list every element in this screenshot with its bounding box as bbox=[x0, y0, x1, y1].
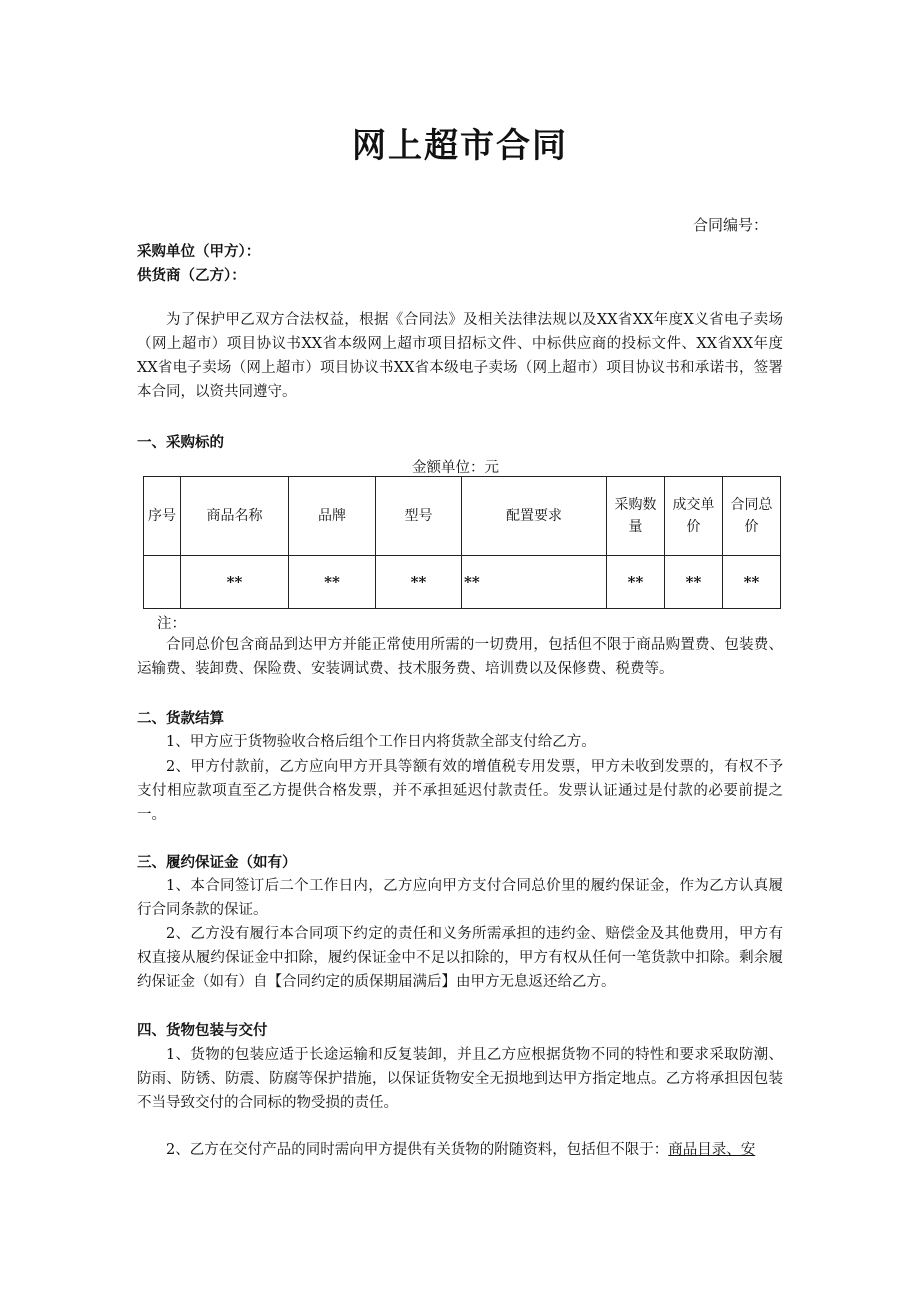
section-2-heading: 二、货款结算 bbox=[137, 711, 224, 727]
header-cell: 合同总价 bbox=[723, 477, 781, 556]
table-cell: ** bbox=[607, 556, 665, 609]
contract-number-label: 合同编号： bbox=[692, 216, 768, 234]
header-cell: 商品名称 bbox=[181, 477, 289, 556]
section-3-paragraph-1: 1、本合同签订后二个工作日内，乙方应向甲方支付合同总价里的履约保证金，作为乙方认真履行合同条款的保证。 bbox=[137, 878, 783, 918]
header-cell: 成交单价 bbox=[665, 477, 723, 556]
supplier-label: 供货商（乙方）： bbox=[137, 268, 246, 284]
table-cell: ** bbox=[376, 556, 462, 609]
section-4-paragraph-1: 1、货物的包装应适于长途运输和反复装卸，并且乙方应根据货物不同的特性和要求采取防潮、防雨、防锈、防震、防腐等保护措施，以保证货物安全无损地到达甲方指定地点。乙方将承担因包装不当导致交付的合同标的物受损的责任。 bbox=[137, 1047, 783, 1111]
table-note-label: 注： bbox=[157, 616, 186, 632]
section-1-heading: 一、采购标的 bbox=[137, 435, 224, 451]
section-3-heading: 三、履约保证金（如有） bbox=[137, 855, 297, 871]
table-cell: ** bbox=[181, 556, 289, 609]
section-4-heading: 四、货物包装与交付 bbox=[137, 1023, 268, 1039]
table-cell: ** bbox=[723, 556, 781, 609]
section-3-paragraph-2: 2、乙方没有履行本合同项下约定的责任和义务所需承担的违约金、赔偿金及其他费用，甲方有权直接从履约保证金中扣除，履约保证金中不足以扣除的，甲方有权从任何一笔货款中扣除。剩余履约保证金（如有）自【合同约定的质保期届满后】由甲方无息返还给乙方。 bbox=[137, 926, 783, 990]
buyer-label: 采购单位（甲方）： bbox=[137, 244, 261, 260]
table-cell bbox=[144, 556, 181, 609]
table-note-text: 合同总价包含商品到达甲方并能正常使用所需的一切费用，包括但不限于商品购置费、包装费、运输费、装卸费、保险费、安装调试费、技术服务费、培训费以及保修费、税费等。 bbox=[137, 637, 783, 677]
amount-unit-label: 金额单位：元 bbox=[412, 460, 499, 476]
table-header-row bbox=[144, 477, 781, 556]
page-title: 网上超市合同 bbox=[352, 126, 568, 166]
intro-paragraph: 为了保护甲乙双方合法权益，根据《合同法》及相关法律法规以及XX省XX年度X义省电子卖场（网上超市）项目协议书XX省本级网上超市项目招标文件、中标供应商的投标文件、XX省XX年度XX省电子卖场（网上超市）项目协议书XX省本级电子卖场（网上超市）项目协议书和承诺书，签署本合同，以资共同遵守。 bbox=[137, 312, 783, 400]
header-cell: 序号 bbox=[144, 477, 181, 556]
section-4-paragraph-2 bbox=[137, 1138, 783, 1162]
underlined-text: 商品目录、安 bbox=[668, 1142, 756, 1158]
procurement-table bbox=[143, 476, 781, 609]
table-cell: ** bbox=[289, 556, 376, 609]
header-cell: 配置要求 bbox=[462, 477, 607, 556]
table-cell: ** bbox=[665, 556, 723, 609]
table-cell: ** bbox=[462, 556, 607, 609]
section-2-paragraph-1: 1、甲方应于货物验收合格后组个工作日内将货款全部支付给乙方。 bbox=[166, 734, 596, 750]
section-2-paragraph-2: 2、甲方付款前，乙方应向甲方开具等额有效的增值税专用发票，甲方未收到发票的，有权不予支付相应款项直至乙方提供合格发票，并不承担延迟付款责任。发票认证通过是付款的必要前提之一。 bbox=[137, 759, 783, 823]
header-cell: 采购数量 bbox=[607, 477, 665, 556]
paragraph-text: 2、乙方在交付产品的同时需向甲方提供有关货物的附随资料，包括但不限于： bbox=[166, 1142, 669, 1158]
header-cell: 型号 bbox=[376, 477, 462, 556]
table-row bbox=[144, 556, 781, 609]
header-cell: 品牌 bbox=[289, 477, 376, 556]
